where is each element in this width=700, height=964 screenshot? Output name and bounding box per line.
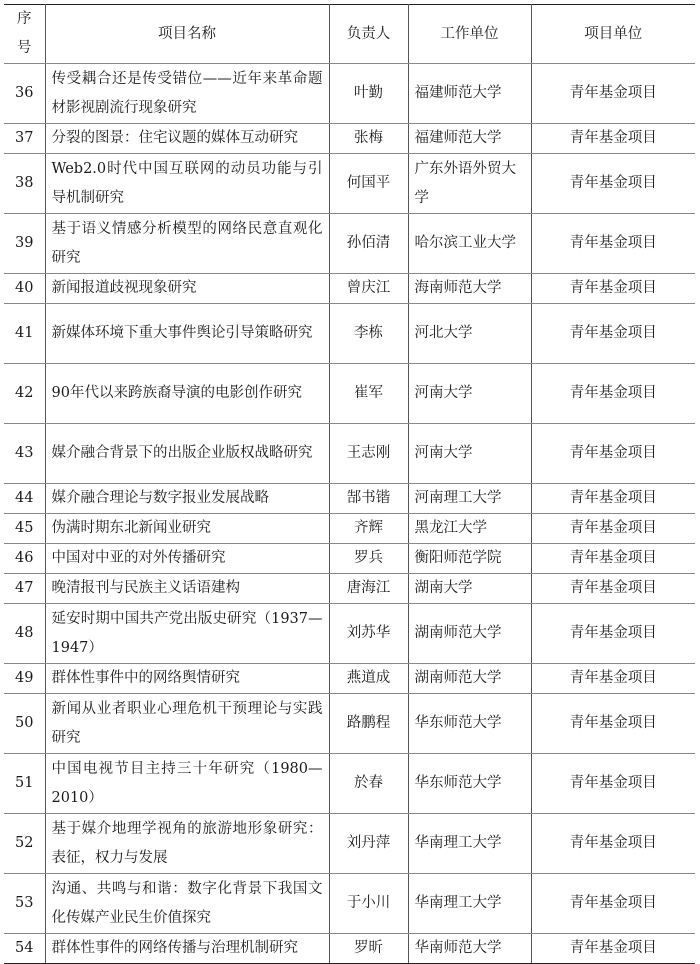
row-person: 唐海江 [329, 574, 408, 604]
table-row [4, 754, 695, 814]
row-person: 齐辉 [329, 514, 408, 544]
row-type: 青年基金项目 [531, 694, 695, 754]
row-project-name: 新媒体环境下重大事件舆论引导策略研究 [45, 304, 329, 364]
row-type: 青年基金项目 [531, 64, 695, 124]
row-person: 罗昕 [329, 934, 408, 964]
row-person: 孙佰清 [329, 214, 408, 274]
row-unit: 湖南师范大学 [408, 664, 531, 694]
row-project-name: 媒介融合背景下的出版企业版权战略研究 [45, 424, 329, 484]
row-type: 青年基金项目 [531, 574, 695, 604]
row-type: 青年基金项目 [531, 934, 695, 964]
table-row [4, 514, 695, 544]
row-unit: 河南大学 [408, 364, 531, 424]
row-num: 40 [4, 274, 45, 304]
row-type: 青年基金项目 [531, 514, 695, 544]
row-num: 36 [4, 64, 45, 124]
row-project-name: 90年代以来跨族裔导演的电影创作研究 [45, 364, 329, 424]
row-person: 燕道成 [329, 664, 408, 694]
row-type: 青年基金项目 [531, 154, 695, 214]
row-num: 46 [4, 544, 45, 574]
header-unit: 工作单位 [408, 5, 531, 64]
table-row [4, 214, 695, 274]
row-project-name: 分裂的图景：住宅议题的媒体互动研究 [45, 124, 329, 154]
row-num: 43 [4, 424, 45, 484]
row-type: 青年基金项目 [531, 274, 695, 304]
row-person: 郜书锴 [329, 484, 408, 514]
row-project-name: 沟通、共鸣与和谐：数字化背景下我国文化传媒产业民生价值探究 [45, 874, 329, 934]
row-num: 38 [4, 154, 45, 214]
row-type: 青年基金项目 [531, 874, 695, 934]
row-unit: 衡阳师范学院 [408, 544, 531, 574]
table-row [4, 694, 695, 754]
row-unit: 华南理工大学 [408, 874, 531, 934]
table-row [4, 664, 695, 694]
row-num: 52 [4, 814, 45, 874]
row-num: 48 [4, 604, 45, 664]
project-table [4, 4, 695, 964]
table-row [4, 814, 695, 874]
table-row [4, 124, 695, 154]
table-row [4, 484, 695, 514]
row-num: 50 [4, 694, 45, 754]
row-person: 於春 [329, 754, 408, 814]
row-num: 39 [4, 214, 45, 274]
row-person: 王志刚 [329, 424, 408, 484]
row-person: 张梅 [329, 124, 408, 154]
row-type: 青年基金项目 [531, 664, 695, 694]
row-unit: 哈尔滨工业大学 [408, 214, 531, 274]
row-num: 51 [4, 754, 45, 814]
row-unit: 河南大学 [408, 424, 531, 484]
row-person: 崔军 [329, 364, 408, 424]
row-type: 青年基金项目 [531, 304, 695, 364]
row-project-name: 基于语义情感分析模型的网络民意直观化研究 [45, 214, 329, 274]
row-unit: 福建师范大学 [408, 64, 531, 124]
table-row [4, 874, 695, 934]
row-unit: 福建师范大学 [408, 124, 531, 154]
row-project-name: 晚清报刊与民族主义话语建构 [45, 574, 329, 604]
row-person: 曾庆江 [329, 274, 408, 304]
row-type: 青年基金项目 [531, 814, 695, 874]
row-unit: 湖南大学 [408, 574, 531, 604]
row-unit: 河北大学 [408, 304, 531, 364]
row-type: 青年基金项目 [531, 754, 695, 814]
table-row [4, 364, 695, 424]
table-row [4, 64, 695, 124]
row-num: 45 [4, 514, 45, 544]
header-type: 项目单位 [531, 5, 695, 64]
row-person: 刘丹萍 [329, 814, 408, 874]
row-num: 44 [4, 484, 45, 514]
row-project-name: 传受耦合还是传受错位——近年来革命题材影视剧流行现象研究 [45, 64, 329, 124]
row-unit: 华东师范大学 [408, 754, 531, 814]
row-person: 刘苏华 [329, 604, 408, 664]
table-row [4, 544, 695, 574]
row-project-name: 群体性事件中的网络舆情研究 [45, 664, 329, 694]
table-row [4, 934, 695, 964]
row-person: 路鹏程 [329, 694, 408, 754]
table-row [4, 604, 695, 664]
row-num: 41 [4, 304, 45, 364]
row-unit: 华南理工大学 [408, 814, 531, 874]
row-project-name: Web2.0时代中国互联网的动员功能与引导机制研究 [45, 154, 329, 214]
row-project-name: 新闻从业者职业心理危机干预理论与实践研究 [45, 694, 329, 754]
table-row [4, 424, 695, 484]
row-person: 于小川 [329, 874, 408, 934]
row-project-name: 媒介融合理论与数字报业发展战略 [45, 484, 329, 514]
row-type: 青年基金项目 [531, 544, 695, 574]
row-unit: 海南师范大学 [408, 274, 531, 304]
row-person: 叶勤 [329, 64, 408, 124]
table-row [4, 304, 695, 364]
row-unit: 河南理工大学 [408, 484, 531, 514]
row-project-name: 新闻报道歧视现象研究 [45, 274, 329, 304]
row-type: 青年基金项目 [531, 214, 695, 274]
row-unit: 广东外语外贸大学 [408, 154, 531, 214]
row-num: 42 [4, 364, 45, 424]
header-name: 项目名称 [45, 5, 329, 64]
header-row [4, 5, 695, 64]
row-type: 青年基金项目 [531, 484, 695, 514]
row-num: 54 [4, 934, 45, 964]
row-project-name: 基于媒介地理学视角的旅游地形象研究：表征，权力与发展 [45, 814, 329, 874]
row-num: 53 [4, 874, 45, 934]
row-unit: 黑龙江大学 [408, 514, 531, 544]
header-num: 序号 [4, 5, 45, 64]
row-person: 罗兵 [329, 544, 408, 574]
row-project-name: 伪满时期东北新闻业研究 [45, 514, 329, 544]
row-project-name: 延安时期中国共产党出版史研究（1937—1947） [45, 604, 329, 664]
row-project-name: 中国电视节目主持三十年研究（1980—2010） [45, 754, 329, 814]
table-row [4, 154, 695, 214]
row-unit: 华南师范大学 [408, 934, 531, 964]
header-person: 负责人 [329, 5, 408, 64]
row-num: 47 [4, 574, 45, 604]
row-project-name: 群体性事件的网络传播与治理机制研究 [45, 934, 329, 964]
row-num: 37 [4, 124, 45, 154]
row-unit: 湖南师范大学 [408, 604, 531, 664]
row-unit: 华东师范大学 [408, 694, 531, 754]
table-row [4, 274, 695, 304]
row-person: 何国平 [329, 154, 408, 214]
row-person: 李栋 [329, 304, 408, 364]
row-project-name: 中国对中亚的对外传播研究 [45, 544, 329, 574]
row-num: 49 [4, 664, 45, 694]
row-type: 青年基金项目 [531, 604, 695, 664]
table-row [4, 574, 695, 604]
row-type: 青年基金项目 [531, 124, 695, 154]
row-type: 青年基金项目 [531, 424, 695, 484]
row-type: 青年基金项目 [531, 364, 695, 424]
